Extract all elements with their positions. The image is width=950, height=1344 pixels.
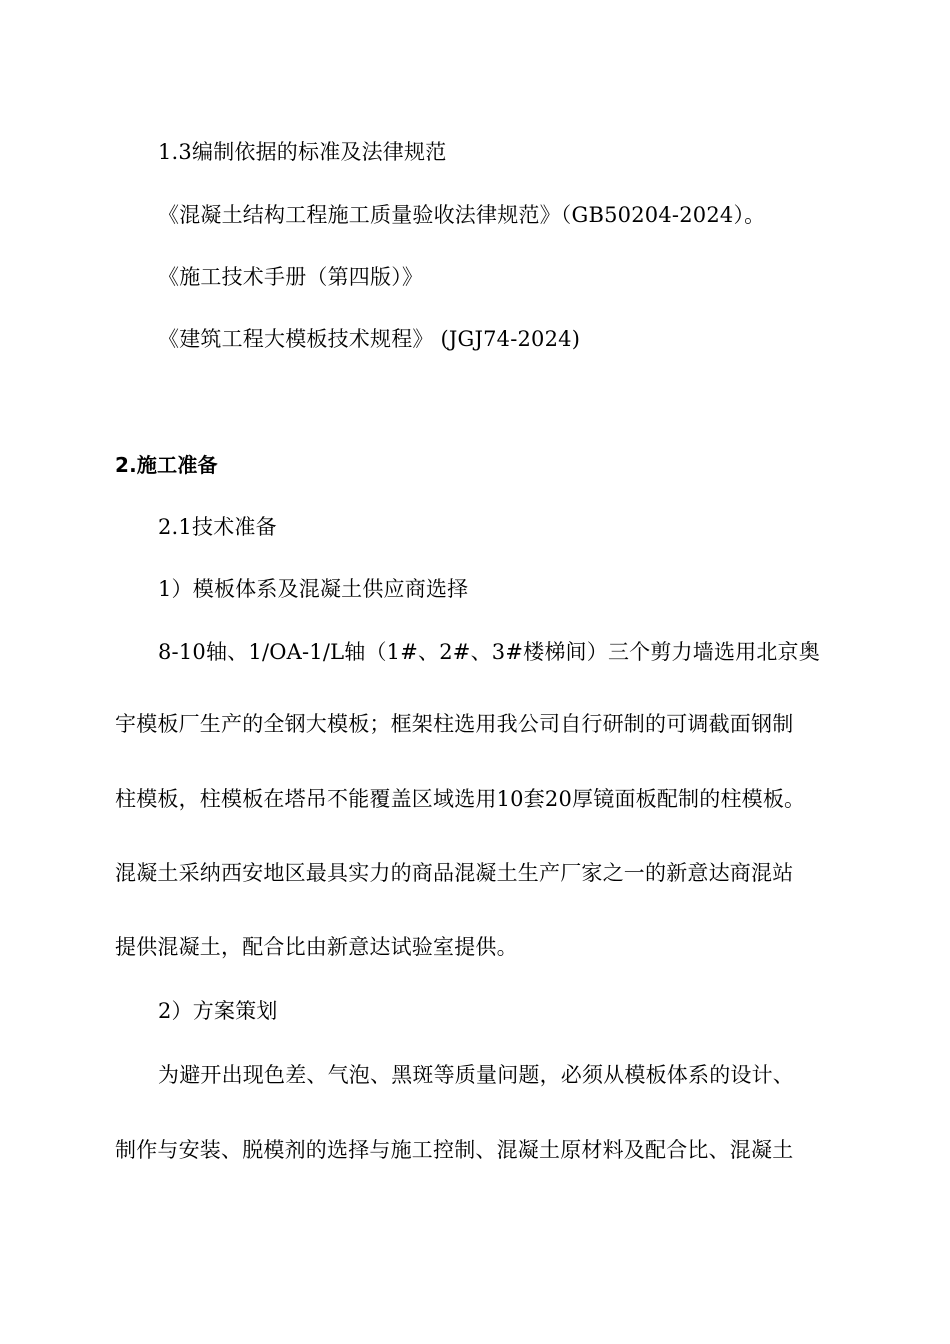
paragraph-line: 宇模板厂生产的全钢大模板；框架柱选用我公司自行研制的可调截面钢制 xyxy=(115,712,794,736)
section-1-3-title: 1.3编制依据的标准及法律规范 xyxy=(158,140,447,164)
reference-item: 《施工技术手册（第四版）》 xyxy=(158,265,424,289)
paragraph-line: 柱模板，柱模板在塔吊不能覆盖区域选用10套20厚镜面板配制的柱模板。 xyxy=(115,787,806,811)
paragraph-line: 提供混凝土，配合比由新意达试验室提供。 xyxy=(115,935,518,959)
section-2-1-title: 2.1技术准备 xyxy=(158,515,277,539)
paragraph-line: 混凝土采纳西安地区最具实力的商品混凝土生产厂家之一的新意达商混站 xyxy=(115,861,794,885)
paragraph-line: 制作与安装、脱模剂的选择与施工控制、混凝土原材料及配合比、混凝土 xyxy=(115,1138,794,1162)
paragraph-line: 8-10轴、1/OA-1/L轴（1#、2#、3#楼梯间）三个剪力墙选用北京奥 xyxy=(158,640,820,664)
item-2-title: 2）方案策划 xyxy=(158,999,278,1023)
reference-item: 《混凝土结构工程施工质量验收法律规范》（GB50204-2024）。 xyxy=(158,203,766,227)
reference-item: 《建筑工程大模板技术规程》 (JGJ74-2024) xyxy=(158,327,581,351)
item-1-title: 1）模板体系及混凝土供应商选择 xyxy=(158,577,469,601)
section-2-heading: 2.施工准备 xyxy=(115,453,218,477)
paragraph-line: 为避开出现色差、气泡、黑斑等质量问题，必须从模板体系的设计、 xyxy=(158,1063,794,1087)
